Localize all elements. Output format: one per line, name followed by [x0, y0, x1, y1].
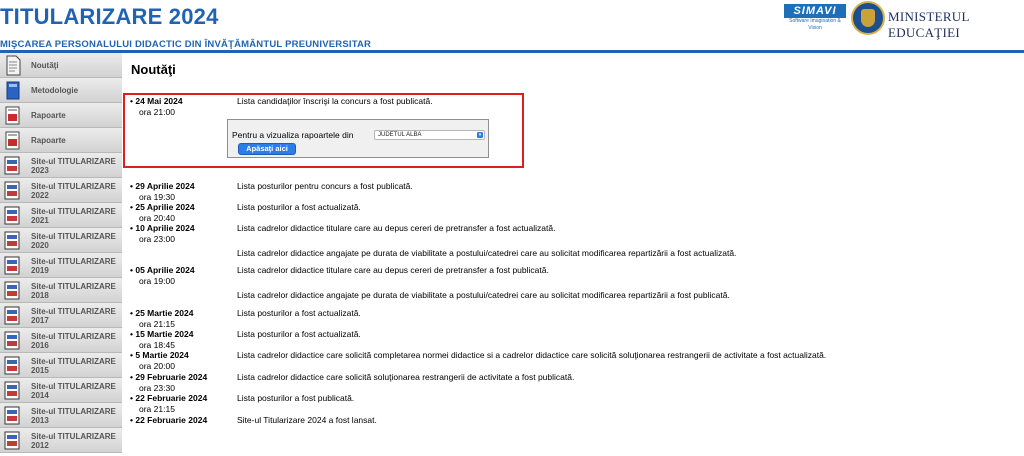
news-text-secondary: Lista cadrelor didactice angajate pe durata de viabilitate a postului/catedrei care au solicitat modificarea repartizării a fost publicată. [237, 290, 730, 300]
news-time: ora 20:00 [139, 361, 175, 371]
ministry-name[interactable]: MINISTERUL EDUCAŢIEI [888, 9, 970, 40]
news-date: • 10 Aprilie 2024 [130, 223, 230, 234]
archive-icon [3, 280, 23, 301]
news-text-secondary: Lista cadrelor didactice angajate pe durata de viabilitate a postului/catedrei care au solicitat modificarea repartizării a fost actualizată. [237, 248, 737, 258]
sidebar-item-rapoarte-2[interactable] [0, 128, 122, 153]
sidebar-item-titularizare-2013[interactable] [0, 403, 122, 428]
archive-icon [3, 205, 23, 226]
news-item [130, 350, 910, 372]
news-item [130, 308, 830, 330]
sidebar-item-label: Site-ul TITULARIZARE 2014 [31, 381, 116, 400]
archive-icon [3, 230, 23, 251]
archive-icon [3, 355, 23, 376]
news-item [130, 223, 910, 259]
news-text: Lista posturilor pentru concurs a fost publicată. [237, 181, 413, 191]
page-subtitle: MIŞCAREA PERSONALULUI DIDACTIC DIN ÎNVĂŢĂMÂNTUL PREUNIVERSITAR [0, 39, 372, 50]
simavi-logo-text: SIMAVI [784, 4, 846, 18]
news-text: Lista cadrelor didactice care solicită completarea normei didactice si a cadrelor didactice care solicită soluţionarea restrangerii de activitate a fost actualizată. [237, 350, 827, 360]
chevron-down-icon: ▾ [478, 132, 482, 138]
news-item-featured [130, 96, 590, 118]
archive-icon [3, 430, 23, 451]
sidebar-item-label: Site-ul TITULARIZARE 2017 [31, 306, 116, 325]
sidebar-item-label: Noutăţi [31, 61, 59, 70]
news-item [130, 265, 910, 301]
sidebar-item-titularizare-2019[interactable] [0, 253, 122, 278]
news-time: ora 23:00 [139, 234, 175, 244]
news-item [130, 329, 830, 351]
sidebar-item-titularizare-2014[interactable] [0, 378, 122, 403]
site-title[interactable]: TITULARIZARE 2024 [0, 4, 219, 29]
sidebar-item-noutati[interactable] [0, 53, 122, 78]
news-time: ora 18:45 [139, 340, 175, 350]
news-time: ora 19:30 [139, 192, 175, 202]
report-icon [3, 105, 23, 126]
archive-icon [3, 255, 23, 276]
sidebar-item-label: Site-ul TITULARIZARE 2020 [31, 231, 116, 250]
news-time: ora 23:30 [139, 383, 175, 393]
news-time: ora 19:00 [139, 276, 175, 286]
ministry-crest-icon [851, 1, 885, 35]
sidebar-item-label: Rapoarte [31, 111, 66, 120]
sidebar-item-titularizare-2021[interactable] [0, 203, 122, 228]
news-date: • 24 Mai 2024 [130, 96, 230, 107]
news-date: • 05 Aprilie 2024 [130, 265, 230, 276]
sidebar-item-titularizare-2017[interactable] [0, 303, 122, 328]
news-text: Lista cadrelor didactice care solicită soluţionarea restrangerii de activitate a fost publicată. [237, 372, 575, 382]
news-text: Site-ul Titularizare 2024 a fost lansat. [237, 415, 377, 425]
news-item [130, 202, 830, 224]
sidebar-item-titularizare-2012[interactable] [0, 428, 122, 453]
page-header [0, 0, 1024, 40]
sidebar-item-label: Site-ul TITULARIZARE 2012 [31, 431, 116, 450]
simavi-logo[interactable] [784, 4, 846, 31]
report-form-label: Pentru a vizualiza rapoartele din [232, 130, 354, 140]
news-text: Lista posturilor a fost actualizată. [237, 202, 361, 212]
report-icon [3, 130, 23, 151]
county-select[interactable] [374, 130, 485, 140]
page-title: Noutăţi [131, 62, 176, 77]
sidebar-item-titularizare-2023[interactable] [0, 153, 122, 178]
sidebar-item-rapoarte[interactable] [0, 103, 122, 128]
news-time: ora 21:00 [139, 107, 175, 117]
archive-icon [3, 380, 23, 401]
view-reports-button[interactable]: Apăsaţi aici [238, 143, 296, 155]
sidebar [0, 53, 122, 450]
document-icon [3, 55, 23, 76]
news-date: • 29 Aprilie 2024 [130, 181, 230, 192]
sidebar-item-label: Site-ul TITULARIZARE 2016 [31, 331, 116, 350]
report-form [227, 119, 489, 158]
news-date: • 22 Februarie 2024 [130, 415, 230, 426]
archive-icon [3, 330, 23, 351]
news-text: Lista posturilor a fost publicată. [237, 393, 355, 403]
sidebar-item-label: Metodologie [31, 86, 79, 95]
sidebar-item-label: Site-ul TITULARIZARE 2013 [31, 406, 116, 425]
news-text: Lista cadrelor didactice titulare care au depus cereri de pretransfer a fost actualizată. [237, 223, 556, 233]
news-time: ora 21:15 [139, 319, 175, 329]
archive-icon [3, 180, 23, 201]
news-date: • 22 Februarie 2024 [130, 393, 230, 404]
news-date: • 25 Aprilie 2024 [130, 202, 230, 213]
sidebar-item-metodologie[interactable] [0, 78, 122, 103]
news-text: Lista candidaţilor înscrişi la concurs a fost publicată. [237, 96, 433, 106]
news-item [130, 415, 830, 427]
sidebar-item-label: Site-ul TITULARIZARE 2019 [31, 256, 116, 275]
news-date: • 29 Februarie 2024 [130, 372, 230, 383]
news-text: Lista posturilor a fost actualizată. [237, 329, 361, 339]
main-content [122, 53, 1024, 444]
archive-icon [3, 305, 23, 326]
news-item [130, 372, 830, 394]
sidebar-item-titularizare-2016[interactable] [0, 328, 122, 353]
sidebar-item-label: Site-ul TITULARIZARE 2021 [31, 206, 116, 225]
sidebar-item-label: Site-ul TITULARIZARE 2015 [31, 356, 116, 375]
news-item [130, 181, 830, 203]
sidebar-item-label: Site-ul TITULARIZARE 2022 [31, 181, 116, 200]
news-time: ora 20:40 [139, 213, 175, 223]
news-date: • 15 Martie 2024 [130, 329, 230, 340]
county-select-value: JUDETUL ALBA [378, 132, 422, 138]
news-item [130, 393, 830, 415]
sidebar-item-label: Site-ul TITULARIZARE 2018 [31, 281, 116, 300]
news-time: ora 21:15 [139, 404, 175, 414]
simavi-tagline: Software Imagination & Vision [789, 18, 841, 31]
sidebar-item-label: Site-ul TITULARIZARE 2023 [31, 156, 116, 175]
sidebar-item-titularizare-2022[interactable] [0, 178, 122, 203]
news-date: • 5 Martie 2024 [130, 350, 230, 361]
news-text: Lista cadrelor didactice titulare care au depus cereri de pretransfer a fost publicată. [237, 265, 549, 275]
sidebar-item-titularizare-2018[interactable] [0, 278, 122, 303]
book-icon [3, 80, 23, 101]
news-date: • 25 Martie 2024 [130, 308, 230, 319]
archive-icon [3, 405, 23, 426]
archive-icon [3, 155, 23, 176]
sidebar-item-label: Rapoarte [31, 136, 66, 145]
news-text: Lista posturilor a fost actualizată. [237, 308, 361, 318]
sidebar-item-titularizare-2020[interactable] [0, 228, 122, 253]
sidebar-item-titularizare-2015[interactable] [0, 353, 122, 378]
